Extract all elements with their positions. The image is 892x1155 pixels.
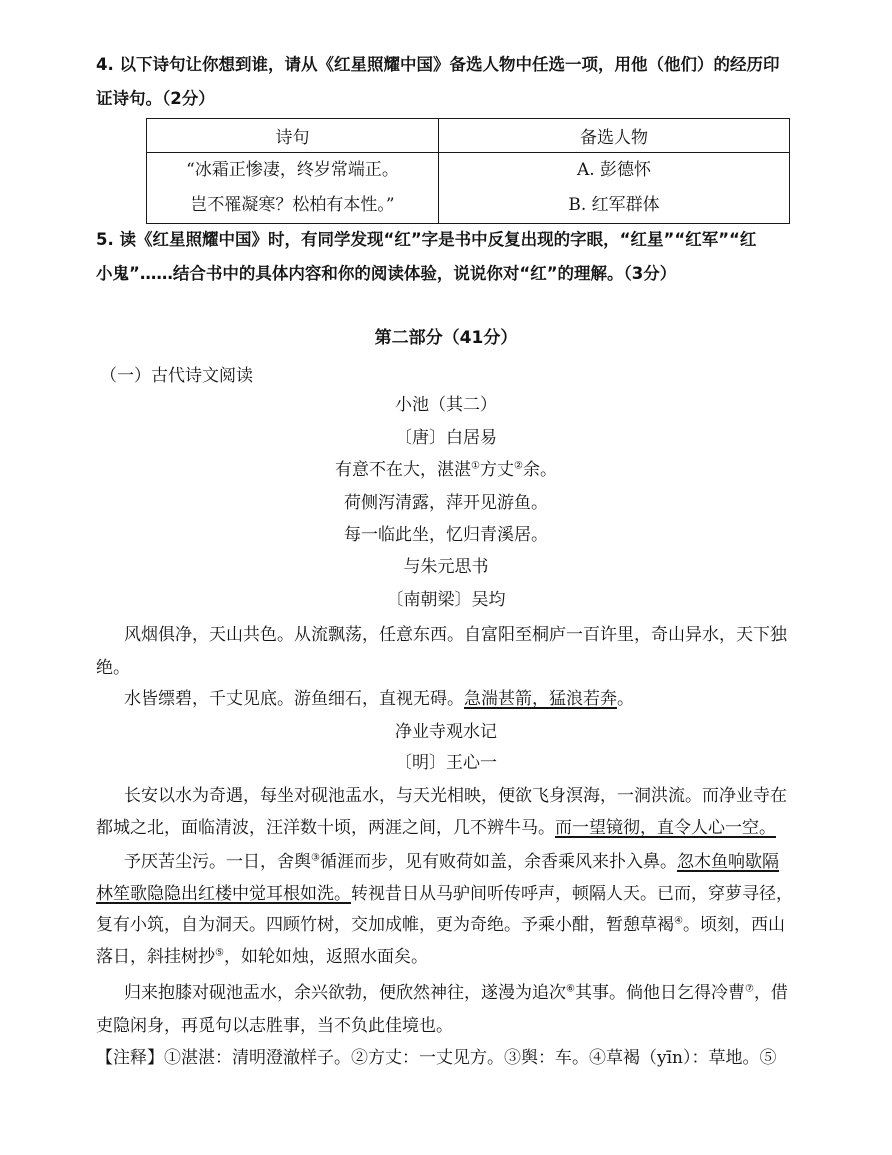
- essay-p3-l1-b: 其事。倘他日乞得冷曹: [574, 983, 745, 1003]
- essay-p1-underlined: 而一望镜彻，直令人心一空。: [555, 818, 776, 838]
- essay-p2-l1-a: 予厌苦尘污。一日，舍舆: [124, 852, 311, 872]
- table-cell-options: [439, 153, 790, 224]
- letter-p1-line-2: 绝。: [96, 658, 130, 678]
- poem-line-1-b: 方丈: [480, 460, 514, 480]
- essay-p3-l1-a: 归来抱膝对砚池盂水，余兴欲勃，便欣然神往，遂漫为追次: [124, 983, 566, 1003]
- letter-p2-underlined: 急湍甚箭，猛浪若奔: [464, 689, 617, 709]
- poem-line-2: 荷侧泻清露，萍开见游鱼。: [344, 493, 548, 513]
- poem-quote-line-2: 岂不罹凝寒？松柏有本性。”: [190, 195, 395, 215]
- essay-p2-l1-b: 循涯而步，见有败荷如盖，: [319, 852, 524, 872]
- essay-p2-line-2: [96, 883, 793, 905]
- table-header-person: 备选人物: [439, 119, 790, 153]
- note-marker-1: ①: [471, 460, 480, 472]
- option-b: B. 红军群体: [568, 195, 660, 215]
- note-marker-4: ④: [674, 915, 683, 927]
- section-title: （一）古代诗文阅读: [100, 366, 253, 386]
- notes-line: 【注释】①湛湛：清明澄澈样子。②方丈：一丈见方。③舆：车。④草褐（yīn）：草地。⑤: [96, 1048, 777, 1068]
- note-marker-7: ⑦: [744, 983, 754, 995]
- letter-p2: [124, 688, 634, 710]
- poem-line-1: [0, 459, 892, 481]
- essay-p2-l3-b: 。顷刻，西山: [682, 915, 785, 935]
- essay-p3-line-1: [124, 982, 788, 1004]
- poem-title: 小池（其二）: [395, 395, 497, 415]
- essay-p2-underlined-2: 林笙歌隐隐出红楼中觉耳根如洗。: [96, 884, 351, 904]
- letter-p2-end: 。: [617, 689, 634, 709]
- note-marker-5: ⑤: [215, 947, 224, 959]
- option-a: A. 彭德怀: [576, 160, 652, 180]
- letter-author: 〔南朝梁〕吴均: [386, 590, 506, 610]
- essay-p2-l2-b: 转视昔日从马驴间听传呼声，顿隔人天。已而，穿萝寻径，: [351, 884, 793, 904]
- poem-author: 〔唐〕白居易: [395, 428, 497, 448]
- poem-line-1-c: 余。: [522, 460, 557, 480]
- table-cell-poem: [147, 153, 439, 224]
- essay-p2-line-3: [96, 914, 785, 936]
- poem-quote-line-1: “冰霜正惨凄，终岁常端正。: [186, 160, 399, 180]
- essay-p1-line-1: 长安以水为奇遇，每坐对砚池盂水，与天光相映，便欲飞身溟海，一洞洪流。而净业寺在: [124, 786, 787, 806]
- letter-title: 与朱元思书: [403, 557, 489, 577]
- essay-p2-l3-a: 复有小筑，自为洞天。四顾竹树，交加成帷，更为奇绝。予乘小酣，暂憩草褐: [96, 915, 674, 935]
- essay-p3-line-2: 吏隐闲身，再觅句以志胜事，当不负此佳境也。: [96, 1016, 453, 1036]
- poem-line-3: 每一临此坐，忆归青溪居。: [344, 525, 548, 545]
- essay-p2-underlined-1: 忽木鱼响歇隔: [676, 852, 779, 872]
- essay-p1-line-2-text: 都城之北，面临清波，汪洋数十顷，两涯之间，几不辨牛马。: [96, 818, 555, 838]
- essay-p3-l1-c: ，借: [753, 983, 788, 1003]
- essay-p2-line-1: [124, 851, 779, 873]
- note-marker-2: ②: [514, 460, 523, 472]
- note-marker-6: ⑥: [566, 983, 575, 995]
- letter-p2-text: 水皆缥碧，千丈见底。游鱼细石，直视无碍。: [124, 689, 464, 709]
- essay-p2-l4-b: ，如轮如烛，返照水面矣。: [223, 947, 428, 967]
- q5-line-1: 5. 读《红星照耀中国》时，有同学发现“红”字是书中反复出现的字眼，“红星”“红军”“红: [96, 230, 757, 249]
- essay-author: 〔明〕王心一: [395, 753, 497, 773]
- essay-p2-line-4: [96, 946, 428, 968]
- q5-line-2: 小鬼”……结合书中的具体内容和你的阅读体验，说说你对“红”的理解。（3分）: [96, 264, 677, 283]
- part2-title: 第二部分（41分）: [374, 328, 518, 348]
- table-header-poem: 诗句: [147, 119, 439, 153]
- essay-p1-line-2: [96, 817, 776, 839]
- note-marker-3: ③: [311, 852, 320, 864]
- q4-table: [146, 118, 790, 224]
- q4-line-1: 4. 以下诗句让你想到谁，请从《红星照耀中国》备选人物中任选一项，用他（他们）的经历印: [96, 55, 780, 74]
- poem-line-1-a: 有意不在大，湛湛: [335, 460, 472, 480]
- q4-line-2: 证诗句。（2分）: [96, 89, 215, 108]
- essay-p2-l4-a: 落日，斜挂树抄: [96, 947, 215, 967]
- letter-p1-line-1: 风烟俱净，天山共色。从流飘荡，任意东西。自富阳至桐庐一百许里，奇山异水，天下独: [124, 625, 787, 645]
- essay-p2-l1-c: 余香乘风来扑入鼻。: [523, 852, 677, 872]
- essay-title: 净业寺观水记: [395, 722, 497, 742]
